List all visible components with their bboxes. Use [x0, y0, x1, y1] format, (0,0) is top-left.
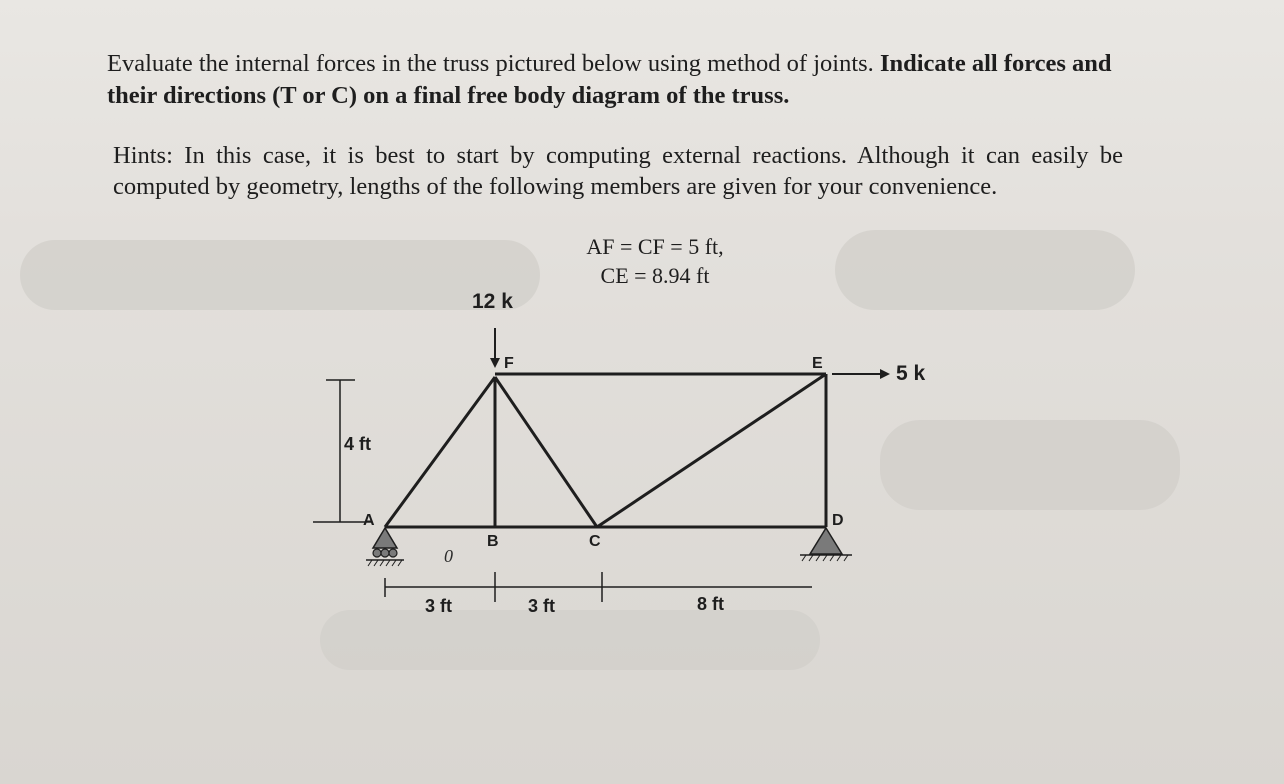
load-12k-label: 12 k: [472, 290, 513, 313]
span-dimension-1: 3 ft: [425, 596, 452, 616]
given-line-1: AF = CF = 5 ft,: [586, 234, 724, 259]
joint-c-label: C: [589, 533, 601, 550]
problem-text: Evaluate the internal forces in the truss pictured below using method of joints.: [107, 50, 874, 77]
pin-support-a: [366, 528, 404, 566]
problem-text-bold: Indicate all forces and their directions (T or C) on a final free body diagram of the truss.: [107, 50, 1112, 109]
joint-a-label: A: [363, 512, 375, 529]
joint-d-label: D: [832, 512, 844, 529]
handwritten-zero: 0: [444, 546, 453, 566]
joint-e-label: E: [812, 355, 823, 372]
joint-f-label: F: [504, 355, 514, 372]
pin-support-d: [800, 528, 852, 561]
span-dimension-3: 8 ft: [697, 594, 724, 614]
member-af: [385, 377, 495, 527]
member-ce: [597, 374, 826, 527]
span-dimension-2: 3 ft: [528, 596, 555, 616]
hints-text: Hints: In this case, it is best to start by computing external reactions. Although it can easily be computed by geometry, lengths of the following members are given for your convenience.: [113, 142, 1123, 200]
member-fc: [495, 377, 597, 527]
load-5k-label: 5 k: [896, 362, 926, 385]
truss-members: [385, 374, 826, 527]
joint-b-label: B: [487, 533, 499, 550]
height-dimension-label: 4 ft: [344, 434, 371, 454]
given-line-2: CE = 8.94 ft: [600, 263, 710, 288]
